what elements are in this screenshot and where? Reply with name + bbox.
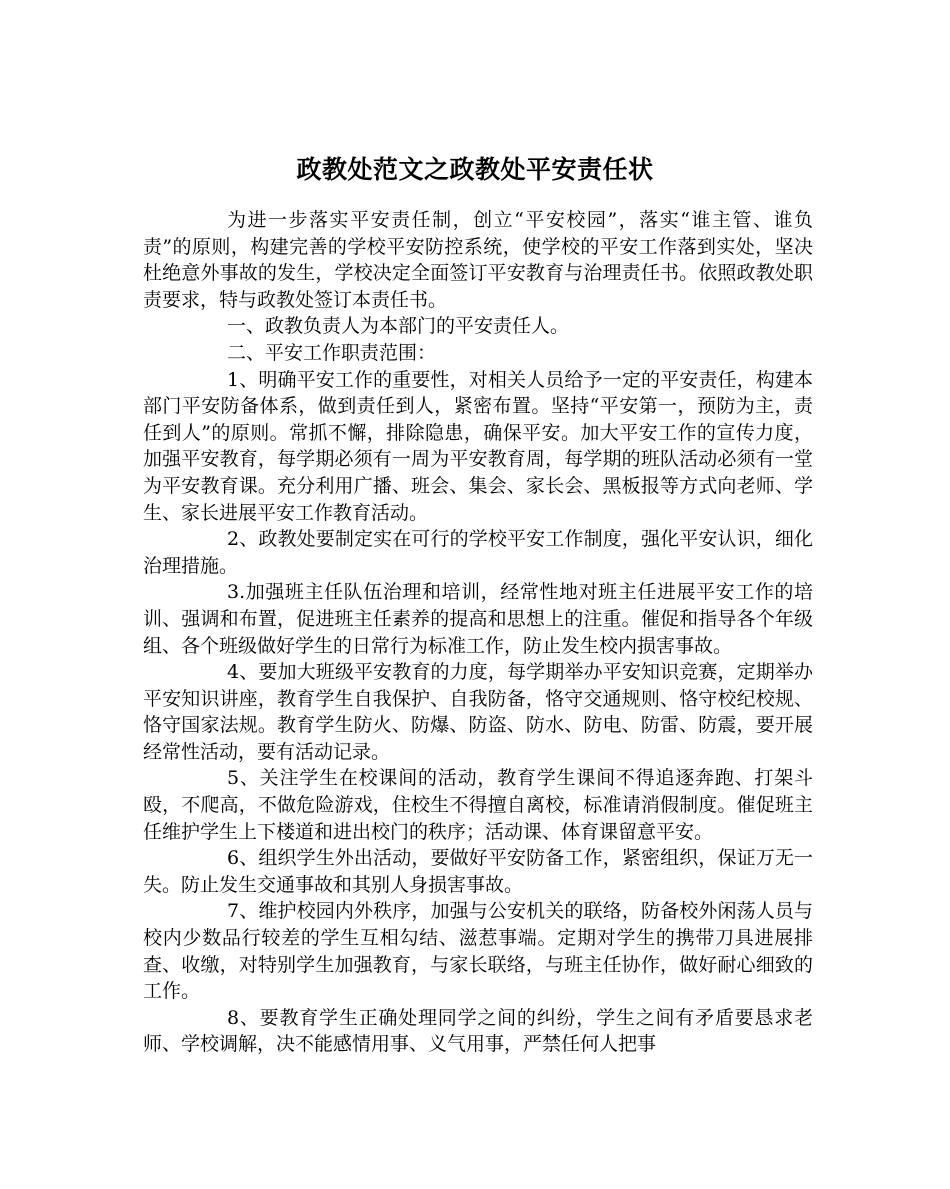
document-body	[143, 207, 813, 1058]
paragraph-item-5: 5、关注学生在校课间的活动，教育学生课间不得追逐奔跑、打架斗殴，不爬高，不做危险游戏，住校生不得擅自离校，标准请消假制度。催促班主任维护学生上下楼道和进出校门的秩序；活动课、体育课留意平安。	[143, 767, 813, 843]
paragraph-section-1: 一、政教负责人为本部门的平安责任人。	[227, 315, 570, 338]
document-title: 政教处范文之政教处平安责任状	[296, 154, 654, 184]
paragraph-item-1: 1、明确平安工作的重要性，对相关人员给予一定的平安责任，构建本部门平安防备体系，做到责任到人，紧密布置。坚持“平安第一，预防为主，责任到人”的原则。常抓不懈，排除隐患，确保平安。加大平安工作的宣传力度，加强平安教育，每学期必须有一周为平安教育周，每学期的班队活动必须有一堂为平安教育课。充分利用广播、班会、集会、家长会、黑板报等方式向老师、学生、家长进展平安工作教育活动。	[143, 368, 813, 524]
paragraph-item-7: 7、维护校园内外秩序，加强与公安机关的联络，防备校外闲荡人员与校内少数品行较差的学生互相勾结、滋惹事端。定期对学生的携带刀具进展排查、收缴，对特别学生加强教育，与家长联络，与班主任协作，做好耐心细致的工作。	[143, 900, 813, 1003]
paragraph-item-6: 6、组织学生外出活动，要做好平安防备工作，紧密组织，保证万无一失。防止发生交通事故和其别人身损害事故。	[143, 847, 813, 896]
paragraph-item-4: 4、要加大班级平安教育的力度，每学期举办平安知识竞赛，定期举办平安知识讲座，教育学生自我保护、自我防备，恪守交通规则、恪守校纪校规、恪守国家法规。教育学生防火、防爆、防盗、防水、防电、防雷、防震，要开展经常性活动，要有活动记录。	[143, 661, 813, 763]
paragraph-item-2: 2、政教处要制定实在可行的学校平安工作制度，强化平安认识，细化治理措施。	[143, 528, 813, 577]
paragraph-item-3: 3.加强班主任队伍治理和培训，经常性地对班主任进展平安工作的培训、强调和布置，促进班主任素养的提高和思想上的注重。催促和指导各个年级组、各个班级做好学生的日常行为标准工作，防止发生校内损害事故。	[143, 581, 813, 657]
paragraph-section-2-heading: 二、平安工作职责范围：	[227, 341, 437, 364]
paragraph-intro: 为进一步落实平安责任制，创立“平安校园”，落实“谁主管、谁负责”的原则，构建完善的学校平安防控系统，使学校的平安工作落到实处，坚决杜绝意外事故的发生，学校决定全面签订平安教育与治理责任书。依照政教处职责要求，特与政教处签订本责任书。	[143, 209, 813, 311]
paragraph-item-8: 8、要教育学生正确处理同学之间的纠纷，学生之间有矛盾要恳求老师、学校调解，决不能感情用事、义气用事，严禁任何人把事	[143, 1006, 813, 1056]
